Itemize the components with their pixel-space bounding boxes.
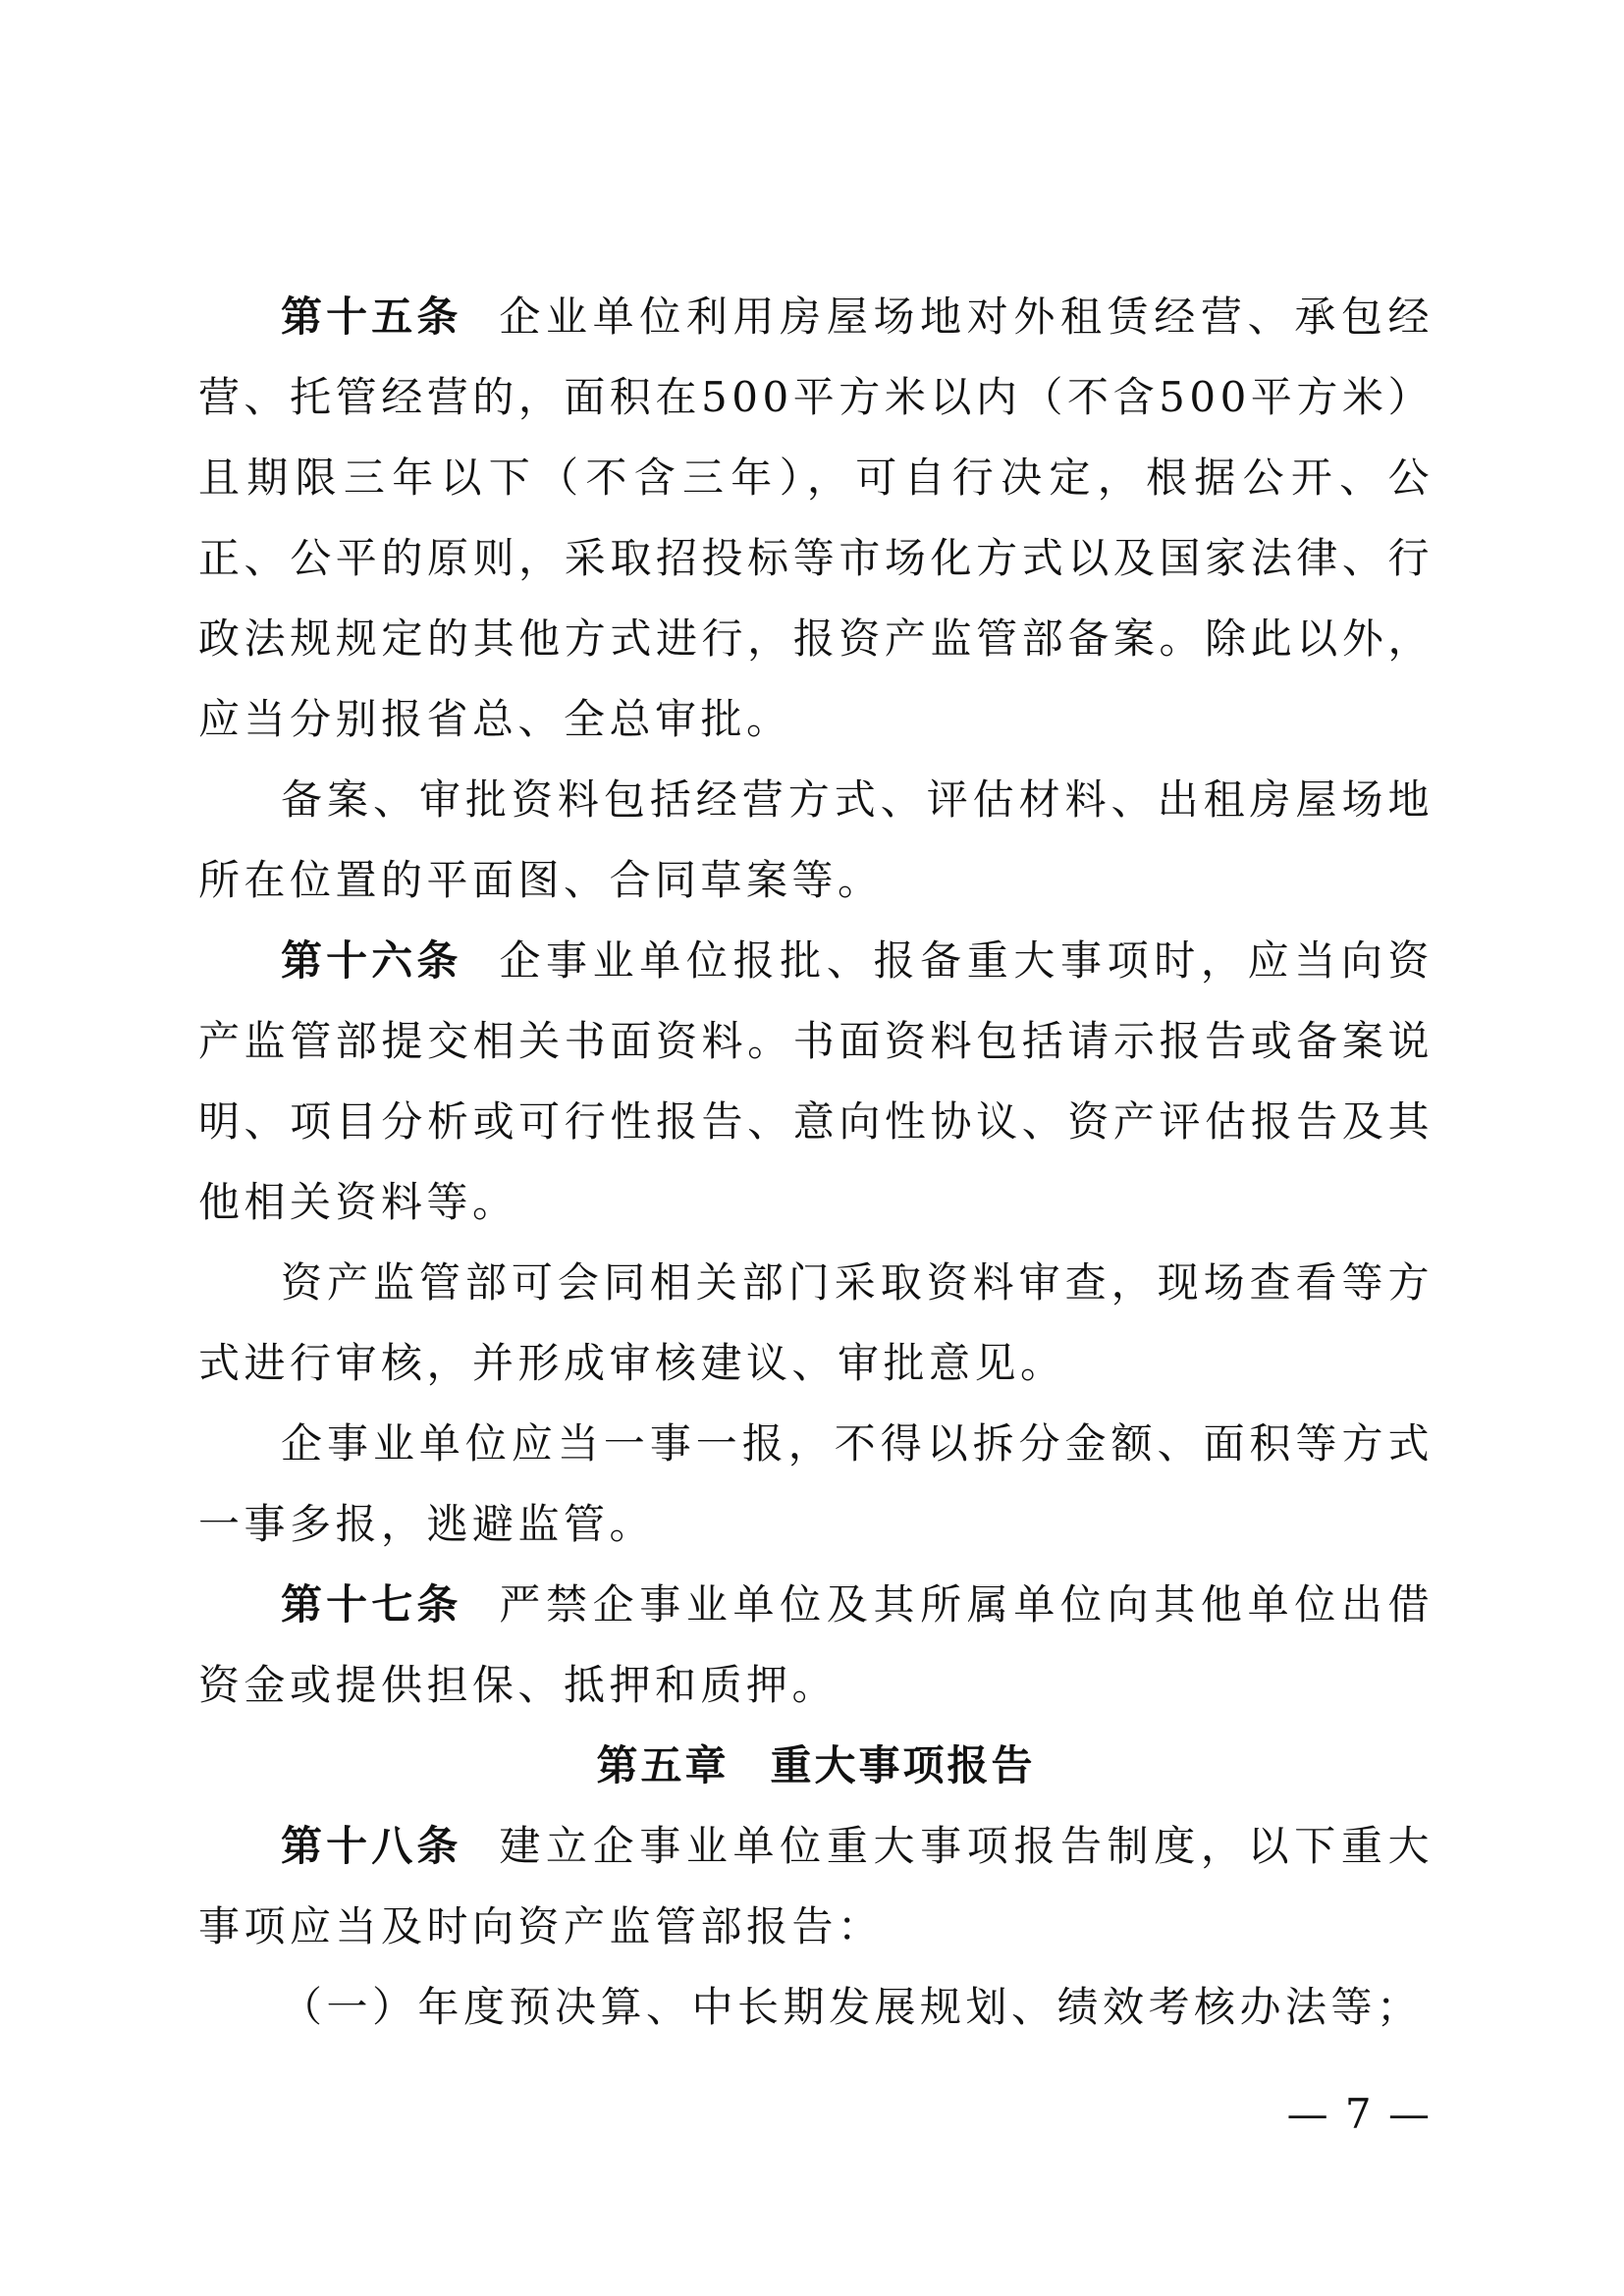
article-16-number: 第十六条	[281, 936, 462, 985]
article-16-paragraph-3: 企事业单位应当一事一报，不得以拆分金额、面积等方式一事多报，逃避监管。	[198, 1419, 1434, 1548]
chapter-heading	[198, 1726, 1434, 1806]
chapter-number: 第五章	[596, 1741, 730, 1789]
article-15-number: 第十五条	[281, 293, 462, 341]
article-18-paragraph	[198, 1806, 1434, 1967]
article-16-text: 企事业单位报批、报备重大事项时，应当向资产监管部提交相关书面资料。书面资料包括请示报告或备案说明、项目分析或可行性报告、意向性协议、资产评估报告及其他相关资料等。	[198, 936, 1434, 1226]
article-17-number: 第十七条	[281, 1580, 462, 1629]
article-18-text: 建立企事业单位重大事项报告制度，以下重大事项应当及时向资产监管部报告：	[198, 1822, 1434, 1950]
article-15-paragraph	[198, 277, 1434, 760]
article-18-number: 第十八条	[281, 1822, 462, 1870]
article-15-paragraph-2: 备案、审批资料包括经营方式、评估材料、出租房屋场地所在位置的平面图、合同草案等。	[198, 775, 1434, 904]
document-body	[198, 277, 1434, 2048]
article-16-paragraph	[198, 921, 1434, 1243]
page-number: — 7 —	[1286, 2090, 1432, 2138]
article-16-paragraph-2: 资产监管部可会同相关部门采取资料审查，现场查看等方式进行审核，并形成审核建议、审批意见。	[198, 1258, 1434, 1387]
article-18-item-1: （一）年度预决算、中长期发展规划、绩效考核办法等；	[281, 1983, 1423, 2031]
article-17-paragraph	[198, 1565, 1434, 1726]
article-17-text: 严禁企事业单位及其所属单位向其他单位出借资金或提供担保、抵押和质押。	[198, 1580, 1434, 1709]
chapter-title: 重大事项报告	[770, 1741, 1036, 1789]
article-15-text: 企业单位利用房屋场地对外租赁经营、承包经营、托管经营的，面积在500平方米以内（不含500平方米）且期限三年以下（不含三年），可自行决定，根据公开、公正、公平的原则，采取招投标等市场化方式以及国家法律、行政法规规定的其他方式进行，报资产监管部备案。除此以外，应当分别报省总、全总审批。	[198, 293, 1434, 743]
